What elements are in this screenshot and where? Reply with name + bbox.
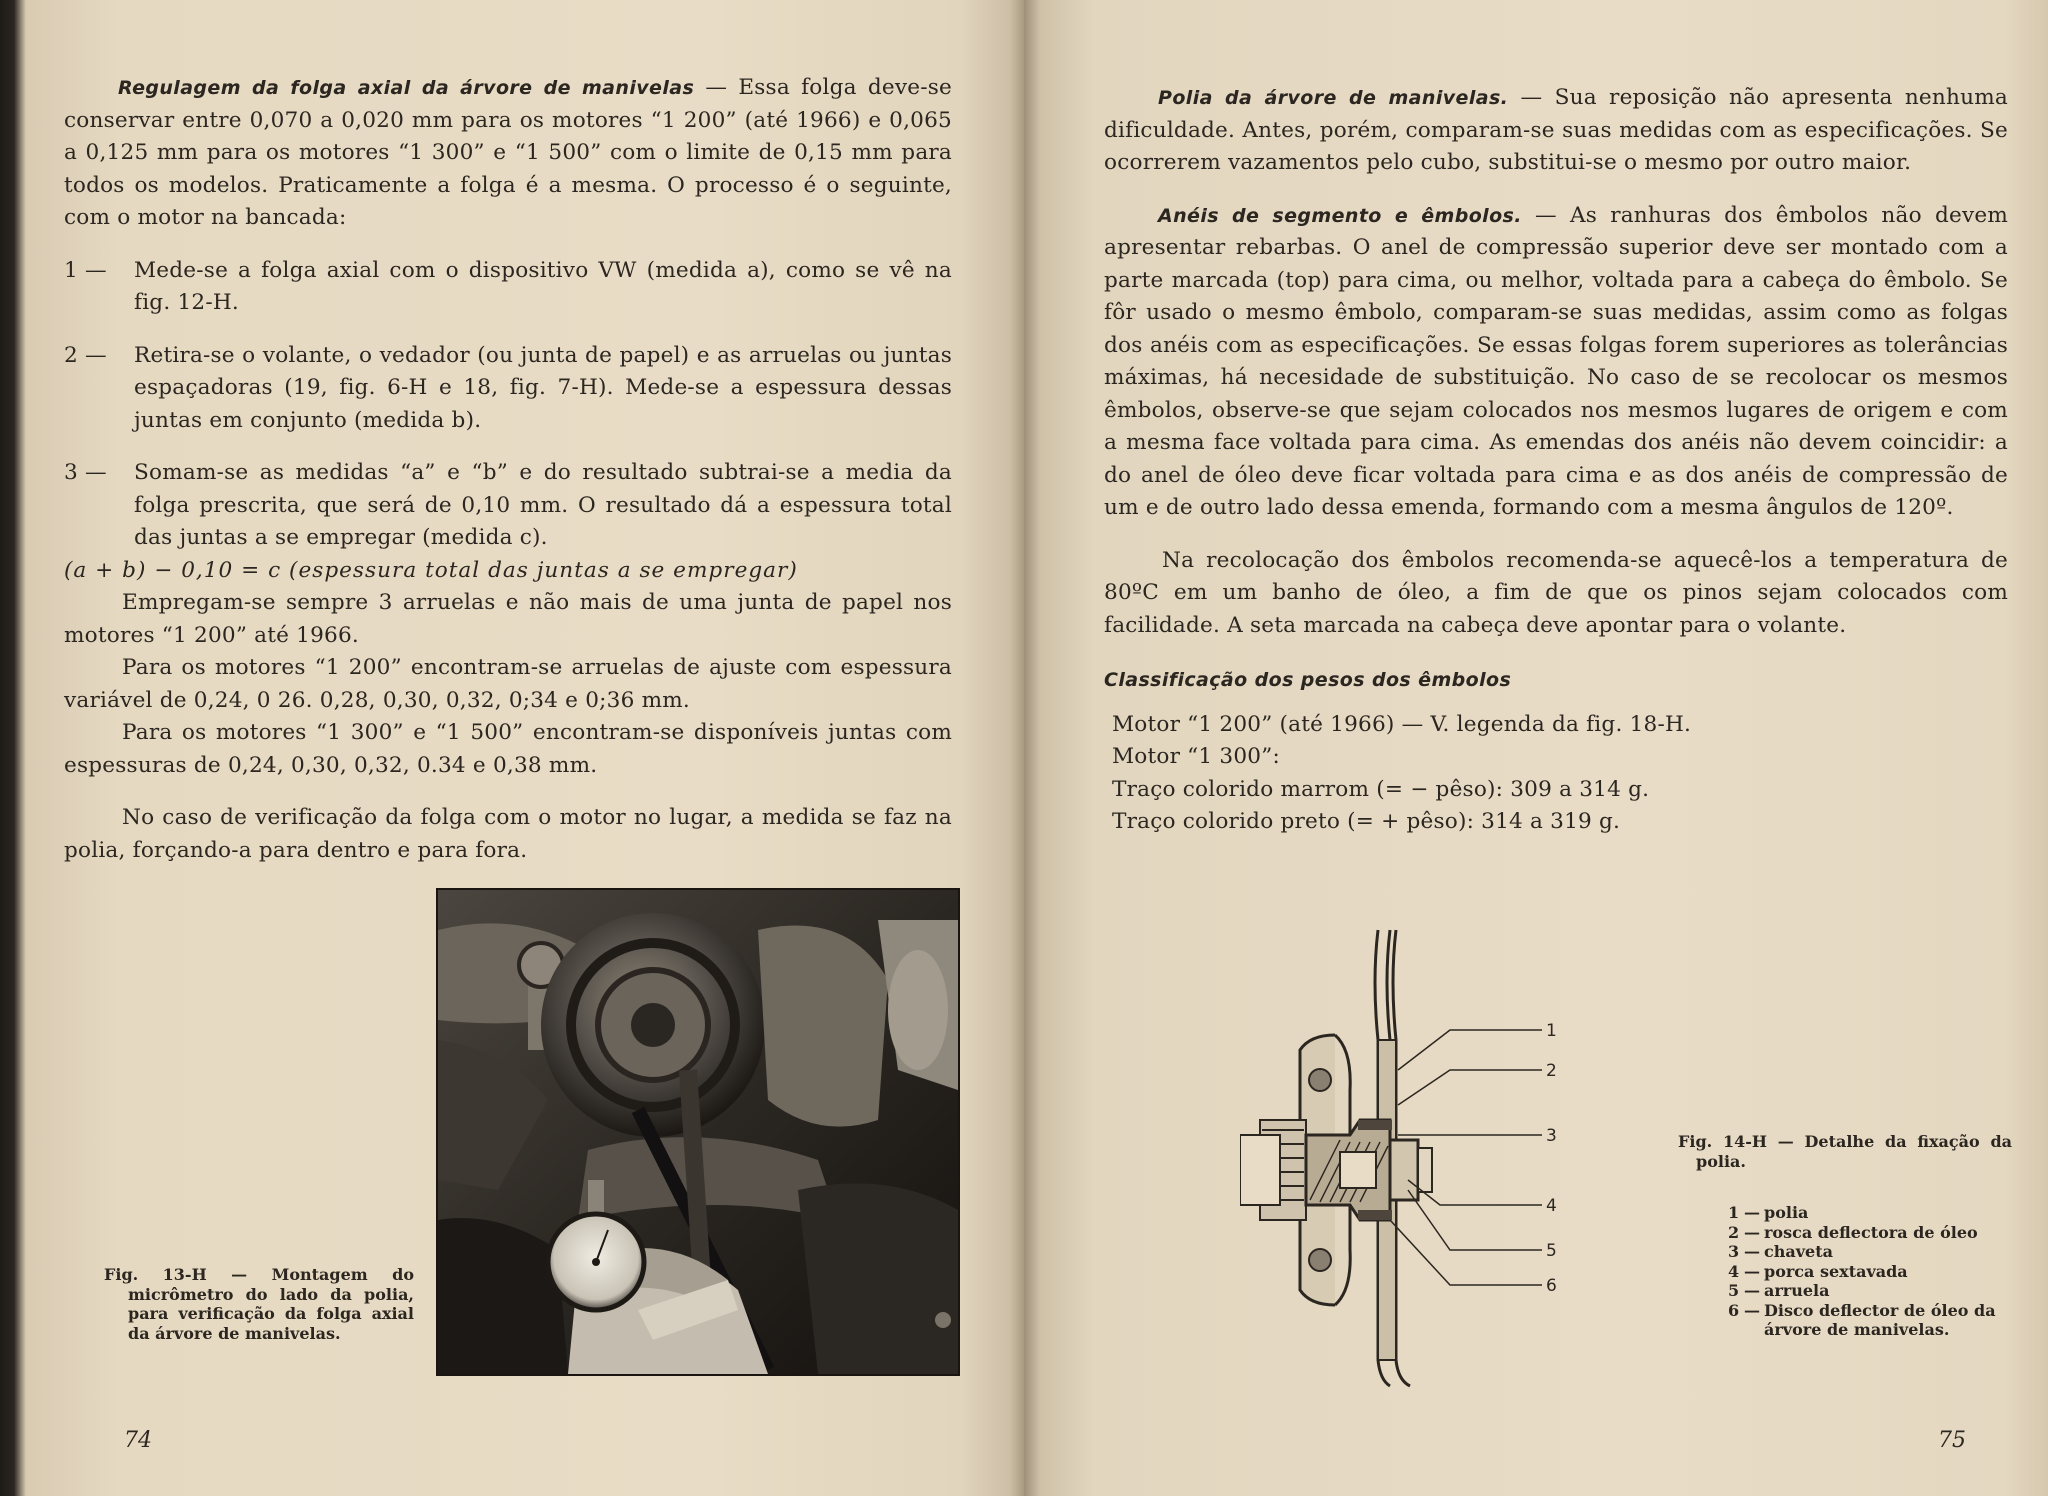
engine-micrometer-photo [436,888,960,1376]
legend-label: arruela [1764,1281,1830,1300]
list-item-number: 2 — [64,342,107,368]
rings-pistons-text: — As ranhuras dos êmbolos não devem apresentar rebarbas. O anel de compressão superior deve ser montado com a parte marcada (top) para cima, ou melhor, voltada para a cabeça do êmbolo. Se fôr usado o mesmo êmbolo, comparam-se suas medidas, assim como as folgas dos anéis com as especificações. Se essas folgas forem superiores as tolerâncias máximas, há necesidade de substituição. No caso de se recolocar os mesmos êmbolos, observe-se que sejam colocados nos mesmos lugares de origem e com a mesma face voltada para cima. As emendas dos anéis não devem coincidir: a do anel de óleo deve ficar voltada para cima e as dos anéis de compressão de um e de outro lado dessa emenda, formando com a mesma ângulos de 120º. [1104,202,2009,520]
legend-label: Disco deflector de óleo da árvore de manivelas. [1764,1300,1996,1339]
legend-number: 4 [1728,1261,1740,1281]
legend-label: porca sextavada [1764,1261,1908,1281]
paragraph-1200-washers: Para os motores “1 200” encontram-se arruelas de ajuste com espessura variável de 0,24, 0 26. 0,28, 0,30, 0,32, 0;34 e 0;36 mm. [64,655,952,713]
legend-label: polia [1764,1203,1809,1222]
crankshaft-axial-play-paragraph [64,72,952,235]
paragraph-washers: Empregam-se sempre 3 arruelas e não mais de uma junta de papel nos motores “1 200” até 1966. [64,590,952,648]
paragraph-pulley-check: No caso de verificação da folga com o motor no lugar, a medida se faz na polia, forçando-a para dentro e para fora. [64,805,952,863]
formula: (a + b) − 0,10 = c (espessura total das juntas a se empregar) [64,557,798,583]
legend-label: rosca deflectora de óleo [1764,1222,1978,1242]
figure-13h-caption: Fig. 13-H — Montagem do micrômetro do lado da polia, para verificação da folga axial da árvore de manivelas. [104,1265,414,1343]
legend-item: 3 — chaveta [1728,1242,1833,1261]
legend-number: 5 [1728,1281,1740,1300]
list-item-text: Retira-se o volante, o vedador (ou junta de papel) e as arruelas ou juntas espaçadoras (19, fig. 6-H e 18, fig. 7-H). Mede-se a espessura dessas juntas em conjunto (medida b). [134,342,952,433]
callout-6: 6 [1546,1276,1557,1296]
callout-3: 3 [1546,1126,1557,1146]
callout-2: 2 [1546,1061,1557,1081]
rings-pistons-paragraph [1104,200,2008,525]
piston-weights-heading: Classificação dos pesos dos êmbolos [1104,669,1512,691]
pulley-paragraph [1104,82,2008,180]
pulley-fixing-diagram [1240,920,1560,1390]
weight-line: Traço colorido marrom (= − pêso): 309 a 314 g. [1112,776,1650,802]
list-item [64,457,952,555]
piston-weights-heading-line [1104,664,2008,697]
legend-number: 6 [1728,1300,1740,1320]
legend-item: 6 — Disco deflector de óleo da árvore de manivelas. [1728,1300,1996,1339]
page-number-left: 74 [124,1428,152,1453]
legend-item: 5 — arruela [1728,1281,1830,1300]
list-item-text: Somam-se as medidas “a” e “b” e do resultado subtrai-se a media da folga prescrita, que será de 0,10 mm. O resultado dá a espessura total das juntas a se empregar (medida c). [134,460,952,550]
list-item-number: 3 — [64,460,107,485]
piston-weights-list [1104,709,2008,839]
legend-number: 3 [1728,1242,1740,1261]
rings-pistons-heading: Anéis de segmento e êmbolos. [1158,204,1522,227]
list-item-number: 1 — [64,257,107,283]
pulley-heading: Polia da árvore de manivelas. [1158,87,1509,109]
callout-4: 4 [1546,1196,1557,1216]
figure-14h-legend [1710,1203,2014,1340]
weight-line: Motor “1 300”: [1112,744,1280,769]
list-item-text: Mede-se a folga axial com o dispositivo VW (medida a), como se vê na fig. 12-H. [134,257,952,315]
section-heading: Regulagem da folga axial da árvore de manivelas [118,77,695,99]
figure-14h-caption: Fig. 14-H — Detalhe da fixação da polia. [1678,1132,2012,1171]
legend-label: chaveta [1764,1242,1833,1261]
left-page-body [64,72,952,867]
weight-line: Motor “1 200” (até 1966) — V. legenda da fig. 18-H. [1112,711,1692,737]
paragraph-1300-1500-gaskets: Para os motores “1 300” e “1 500” encontram-se disponíveis juntas com espessuras de 0,24, 0,30, 0,32, 0.34 e 0,38 mm. [64,720,952,778]
right-page [1024,0,2048,1496]
legend-item: 2 — rosca deflectora de óleo [1728,1222,1978,1242]
section-intro-text: — Essa folga deve-se conservar entre 0,070 a 0,020 mm para os motores “1 200” (até 1966) e 0,065 a 0,125 mm para os motores “1 300” e “1 500” com o limite de 0,15 mm para todos os modelos. Praticamente a folga é a mesma. O processo é o seguinte, com o motor na bancada: [64,75,952,230]
legend-item: 1 — polia [1728,1203,1809,1222]
pulley-text: — Sua reposição não apresenta nenhuma dificuldade. Antes, porém, comparam-se suas medidas com as especificações. Se ocorrerem vazamentos pelo cubo, substitui-se o mesmo por outro maior. [1104,85,2008,175]
legend-number: 1 [1728,1203,1740,1222]
callout-1: 1 [1546,1021,1557,1041]
piston-refit-paragraph: Na recolocação dos êmbolos recomenda-se aquecê-los a temperatura de 80ºC em um banho de óleo, a fim de que os pinos sejam colocados com facilidade. A seta marcada na cabeça deve apontar para o volante. [1104,547,2008,638]
legend-number: 2 [1728,1222,1740,1242]
engine-photo-illustration [438,890,958,1374]
weight-line: Traço colorido preto (= + pêso): 314 a 319 g. [1112,809,1621,834]
page-number-right: 75 [1938,1428,1966,1453]
legend-item: 4 — porca sextavada [1728,1261,1908,1281]
list-item [64,255,952,320]
list-item [64,340,952,438]
right-page-body [1104,82,2008,839]
callout-5: 5 [1546,1241,1557,1261]
